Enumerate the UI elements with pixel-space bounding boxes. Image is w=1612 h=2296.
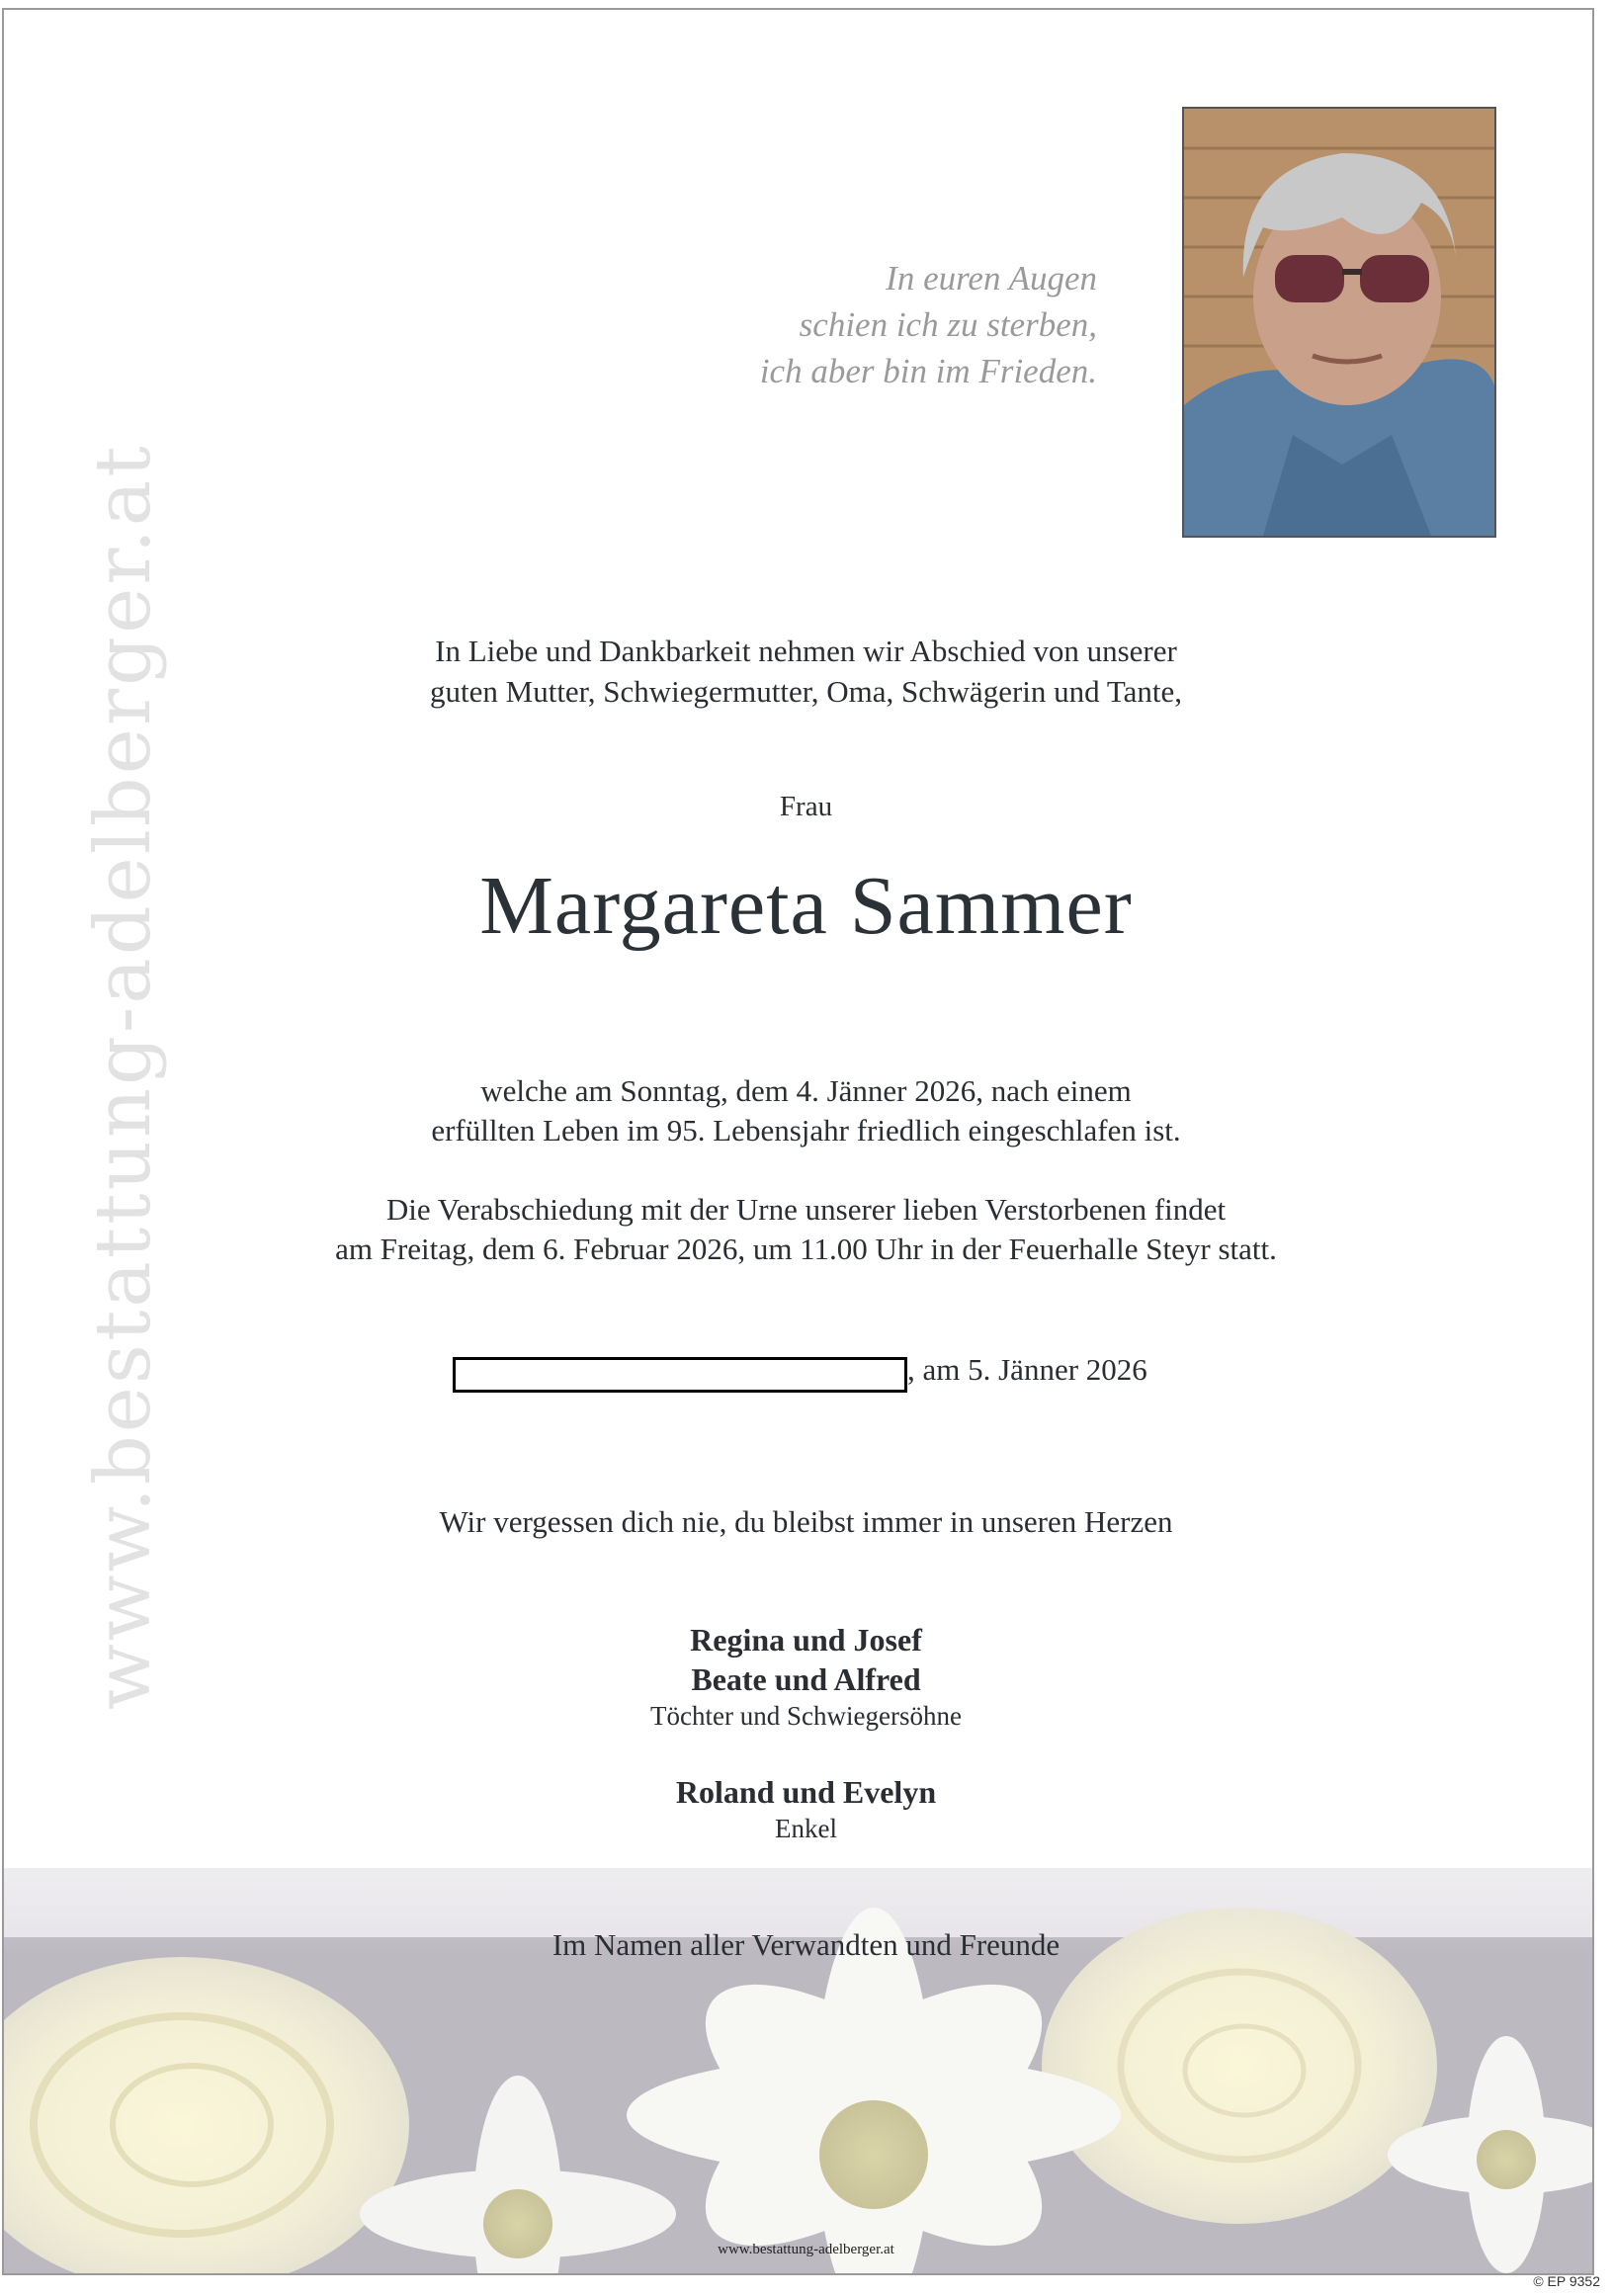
family-group-grandchildren [0, 1772, 1612, 1845]
death-line: welche am Sonntag, dem 4. Jänner 2026, nach einem [480, 1073, 1132, 1108]
intro-text [0, 631, 1612, 712]
ep-code: © EP 9352 [1533, 2273, 1600, 2289]
intro-line: In Liebe und Dankbarkeit nehmen wir Abschied von unserer [435, 634, 1177, 668]
epigraph-quote [623, 255, 1097, 394]
family-names: Beate und Alfred [691, 1661, 921, 1697]
family-role: Enkel [775, 1814, 837, 1843]
portrait-photo [1182, 107, 1496, 538]
salutation: Frau [779, 791, 833, 822]
family-names: Regina und Josef [690, 1622, 922, 1658]
ceremony-line: am Freitag, dem 6. Februar 2026, um 11.00 Uhr in der Feuerhalle Steyr statt. [335, 1232, 1277, 1266]
ceremony-line: Die Verabschiedung mit der Urne unserer lieben Verstorbenen findet [385, 1192, 1227, 1227]
place-date: , am 5. Jänner 2026 [907, 1352, 1147, 1387]
quote-line: In euren Augen [886, 259, 1097, 298]
ceremony-notice [0, 1190, 1612, 1269]
death-notice [0, 1071, 1612, 1150]
intro-line: guten Mutter, Schwiegermutter, Oma, Schwägerin und Tante, [430, 674, 1182, 709]
memory-line: Wir vergessen dich nie, du bleibst immer in unseren Herzen [439, 1504, 1173, 1539]
family-role: Töchter und Schwiegersöhne [650, 1701, 962, 1731]
family-group-children [0, 1620, 1612, 1733]
redacted-place-box [453, 1357, 907, 1393]
quote-line: schien ich zu sterben, [799, 305, 1097, 344]
vertical-watermark: www.bestattung-adelberger.at [79, 443, 168, 1710]
quote-line: ich aber bin im Frieden. [759, 352, 1097, 390]
death-line: erfüllten Leben im 95. Lebensjahr friedlich eingeschlafen ist. [431, 1113, 1181, 1148]
deceased-name: Margareta Sammer [479, 860, 1133, 952]
closing-line: Im Namen aller Verwandten und Freunde [551, 1927, 1061, 1962]
footer-url: www.bestattung-adelberger.at [718, 2242, 894, 2257]
family-names: Roland und Evelyn [675, 1774, 937, 1810]
